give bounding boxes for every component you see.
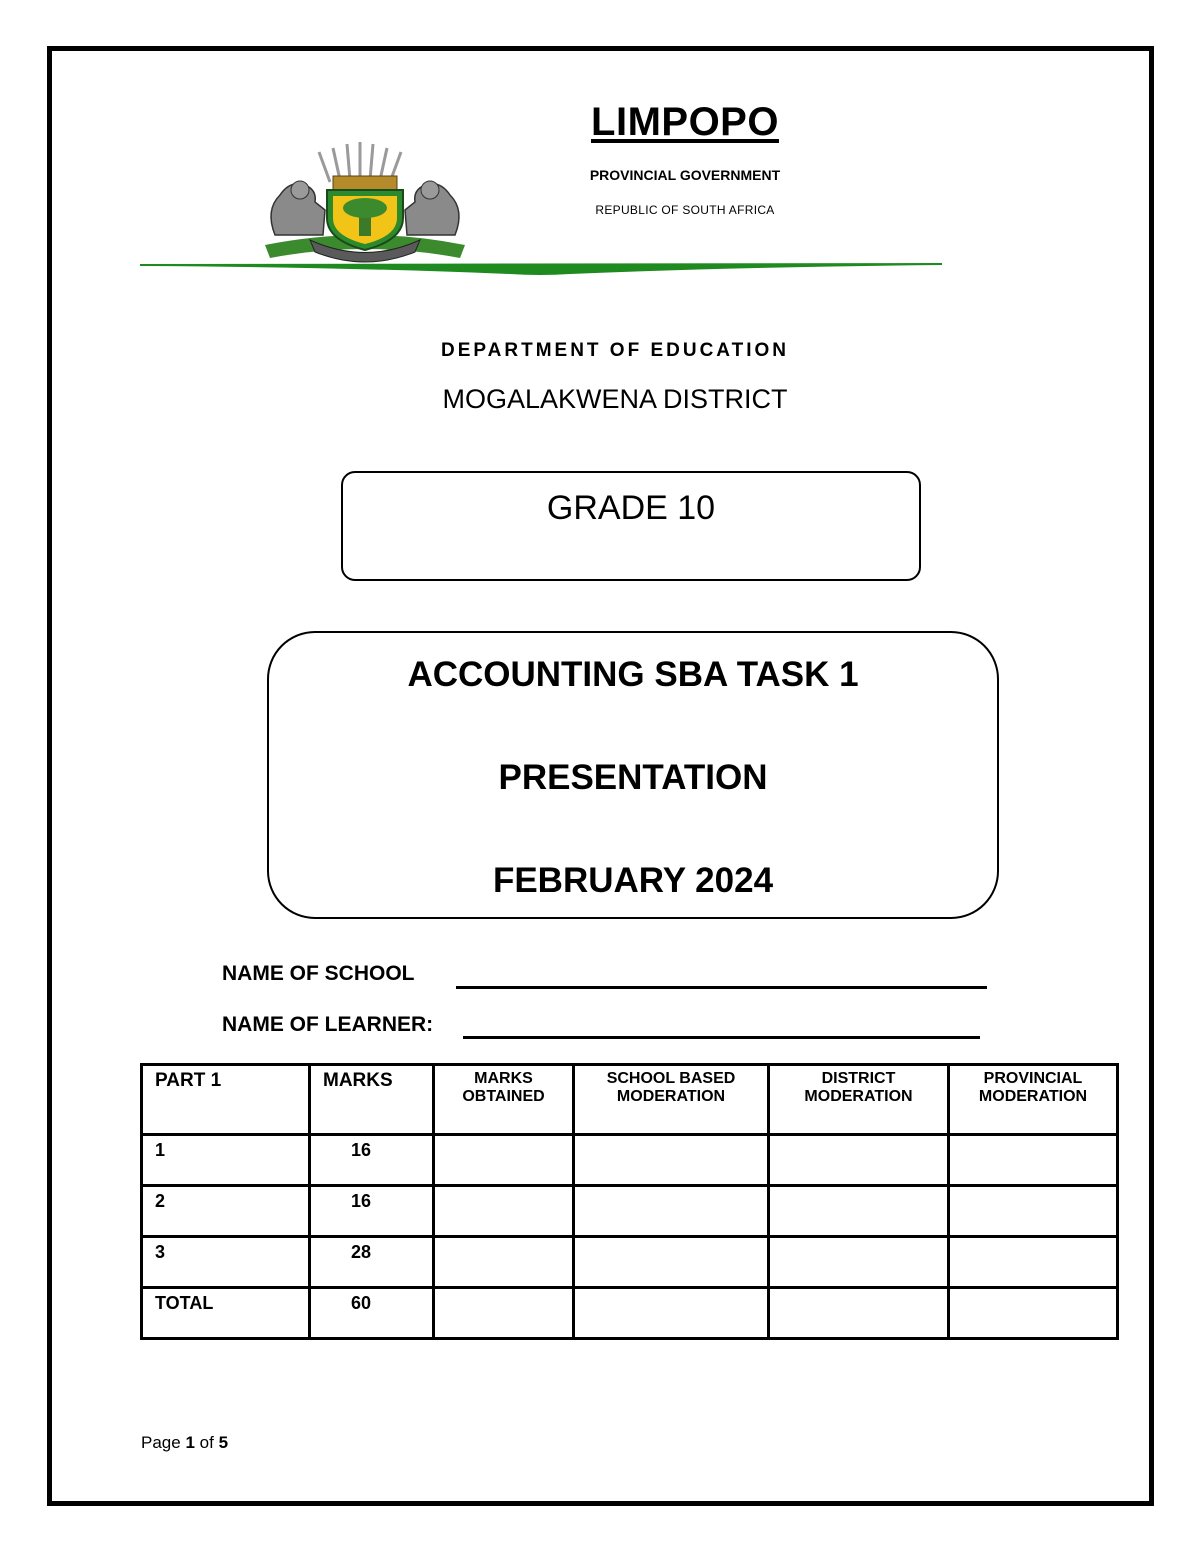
table-header-row — [142, 1065, 1118, 1135]
row-part: 3 — [142, 1237, 310, 1288]
government-header — [540, 100, 830, 217]
row-part: 1 — [142, 1135, 310, 1186]
header-school-moderation: SCHOOL BASED MODERATION — [574, 1065, 769, 1135]
province-title: LIMPOPO — [591, 100, 779, 144]
row-marks: 16 — [310, 1135, 434, 1186]
school-name-label: NAME OF SCHOOL — [222, 962, 415, 985]
page-prefix: Page — [141, 1433, 181, 1452]
header-marks: MARKS — [310, 1065, 434, 1135]
row-marks: 28 — [310, 1237, 434, 1288]
cell-provincial-moderation[interactable] — [949, 1135, 1118, 1186]
cell-school-moderation[interactable] — [574, 1288, 769, 1339]
cell-school-moderation[interactable] — [574, 1135, 769, 1186]
task-type: PRESENTATION — [498, 758, 768, 797]
department-title: DEPARTMENT OF EDUCATION — [440, 340, 789, 361]
row-marks: 16 — [310, 1186, 434, 1237]
table-row — [142, 1135, 1118, 1186]
task-title: ACCOUNTING SBA TASK 1 — [407, 655, 859, 694]
school-name-line[interactable] — [456, 986, 987, 989]
cell-school-moderation[interactable] — [574, 1186, 769, 1237]
cell-district-moderation[interactable] — [769, 1288, 949, 1339]
page-current: 1 — [185, 1433, 195, 1452]
cell-marks-obtained[interactable] — [434, 1288, 574, 1339]
task-box — [267, 631, 999, 919]
header-marks-obtained: MARKS OBTAINED — [434, 1065, 574, 1135]
row-marks: 60 — [310, 1288, 434, 1339]
header-divider — [140, 256, 942, 278]
cell-school-moderation[interactable] — [574, 1237, 769, 1288]
page-of: of — [199, 1433, 214, 1452]
header-district-moderation: DISTRICT MODERATION — [769, 1065, 949, 1135]
table-row — [142, 1186, 1118, 1237]
table-row — [142, 1237, 1118, 1288]
page-total: 5 — [218, 1433, 229, 1452]
grade-box — [341, 471, 921, 581]
cell-marks-obtained[interactable] — [434, 1237, 574, 1288]
page-number — [141, 1433, 228, 1453]
marks-table — [140, 1063, 1119, 1340]
cell-provincial-moderation[interactable] — [949, 1288, 1118, 1339]
cell-provincial-moderation[interactable] — [949, 1237, 1118, 1288]
cell-marks-obtained[interactable] — [434, 1186, 574, 1237]
cell-marks-obtained[interactable] — [434, 1135, 574, 1186]
learner-name-label: NAME OF LEARNER: — [222, 1013, 434, 1036]
task-date: FEBRUARY 2024 — [492, 861, 774, 900]
cell-provincial-moderation[interactable] — [949, 1186, 1118, 1237]
row-part: 2 — [142, 1186, 310, 1237]
district-title: MOGALAKWENA DISTRICT — [442, 384, 788, 414]
provincial-government-label: PROVINCIAL GOVERNMENT — [589, 167, 781, 183]
grade-label: GRADE 10 — [546, 489, 716, 527]
header-provincial-moderation: PROVINCIAL MODERATION — [949, 1065, 1118, 1135]
table-total-row — [142, 1288, 1118, 1339]
coat-of-arms-icon — [255, 140, 475, 265]
learner-name-line[interactable] — [463, 1036, 980, 1039]
row-part: TOTAL — [142, 1288, 310, 1339]
header-part: PART 1 — [142, 1065, 310, 1135]
country-label: REPUBLIC OF SOUTH AFRICA — [595, 203, 775, 217]
cell-district-moderation[interactable] — [769, 1237, 949, 1288]
cell-district-moderation[interactable] — [769, 1186, 949, 1237]
cell-district-moderation[interactable] — [769, 1135, 949, 1186]
